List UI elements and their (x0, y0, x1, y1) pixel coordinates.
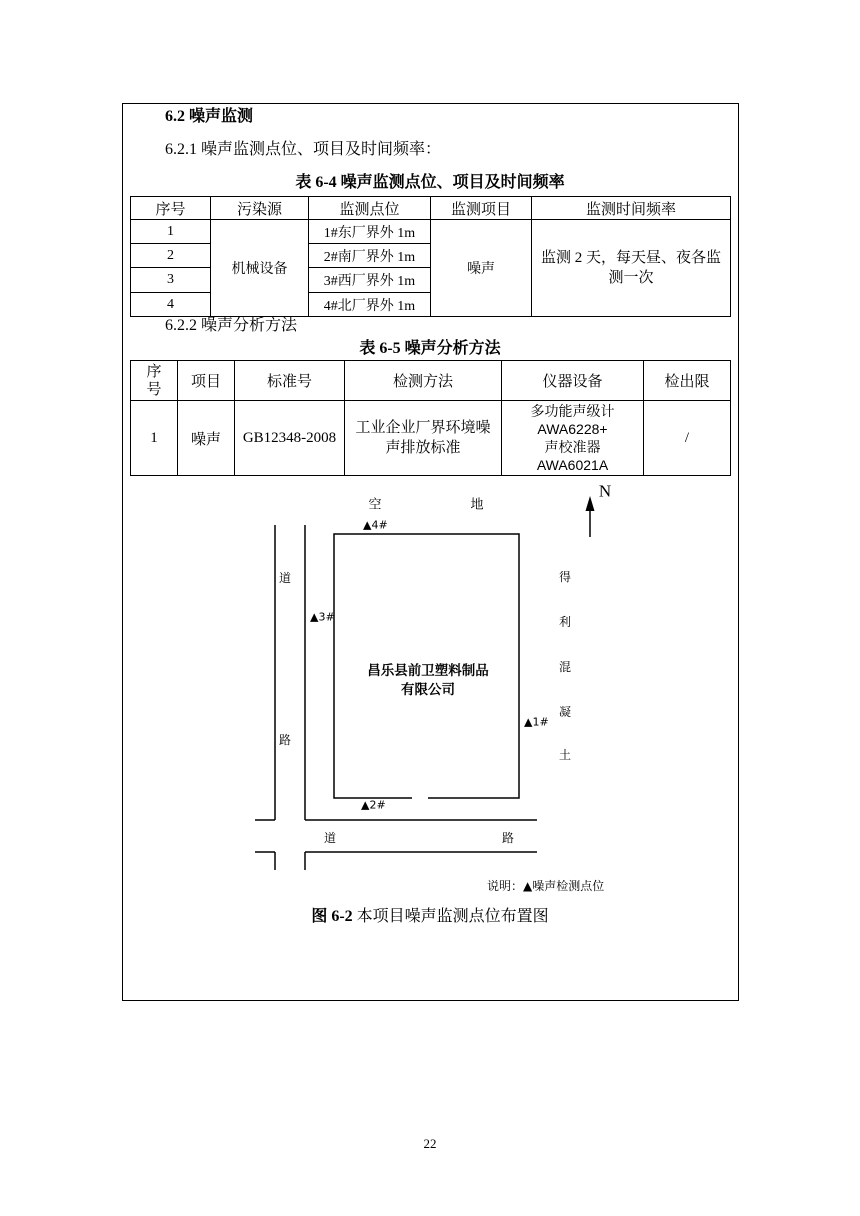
page-number: 22 (423, 1136, 437, 1151)
cell-no: 4 (131, 293, 211, 317)
col-header-standard: 标准号 (235, 361, 345, 401)
cell-standard: GB12348-2008 (235, 401, 345, 476)
noise-point-2: ▲2# (361, 798, 386, 812)
cell-item: 噪声 (178, 401, 235, 476)
cell-method (345, 401, 502, 476)
north-side-label: 地 (470, 497, 484, 513)
cell-instruments (502, 401, 644, 476)
figure-caption-text: 本项目噪声监测点位布置图 (356, 908, 549, 925)
col-header-method: 检测方法 (345, 361, 502, 401)
col-header-no (131, 361, 178, 401)
table-header-row (131, 197, 731, 220)
noise-point-1: ▲1# (524, 715, 549, 729)
table-header-row (131, 361, 731, 401)
method-text: 工业企业厂界环境噪声排放标准 (355, 420, 491, 456)
section-title: 噪声监测 (189, 108, 254, 125)
cell-point: 1#东厂界外 1m (309, 220, 431, 244)
east-side-label: 混 (558, 660, 572, 674)
noise-monitoring-site-map (240, 475, 630, 905)
instrument-line: AWA6228+ (537, 421, 608, 437)
cell-point: 2#南厂界外 1m (309, 244, 431, 268)
factory-name: 有限公司 (401, 682, 455, 698)
col-header-no-label: 序号 (146, 363, 162, 398)
cell-no: 3 (131, 268, 211, 293)
east-side-label: 得 (558, 570, 572, 584)
instrument-line: 声校准器 (544, 439, 601, 455)
subsection-heading-6-2-1: 6.2.1 噪声监测点位、项目及时间频率： (165, 141, 442, 158)
figure-caption-number: 图 6-2 (311, 908, 353, 925)
factory-name: 昌乐县前卫塑料制品 (367, 663, 489, 679)
table-row (131, 401, 731, 476)
table-6-4 (130, 196, 731, 317)
map-legend: 说明：▲噪声检测点位 (487, 879, 605, 893)
table-6-4-title: 表 6-4 噪声监测点位、项目及时间频率 (295, 174, 565, 191)
subsection-heading-6-2-2: 6.2.2 噪声分析方法 (165, 317, 298, 334)
section-number: 6.2 (165, 108, 185, 125)
col-header-instrument: 仪器设备 (502, 361, 644, 401)
east-side-label: 利 (558, 615, 572, 629)
cell-point: 4#北厂界外 1m (309, 293, 431, 317)
col-header-no: 序号 (131, 197, 211, 220)
west-road-label: 路 (278, 733, 292, 747)
col-header-item: 项目 (178, 361, 235, 401)
table-6-5 (130, 360, 731, 476)
cell-no: 2 (131, 244, 211, 268)
instrument-line: 多功能声级计 (530, 403, 615, 419)
col-header-item: 监测项目 (431, 197, 532, 220)
col-header-detection-limit: 检出限 (644, 361, 731, 401)
col-header-source: 污染源 (211, 197, 309, 220)
cell-no: 1 (131, 401, 178, 476)
cell-item: 噪声 (431, 220, 532, 317)
instrument-line: AWA6021A (536, 457, 609, 473)
table-row (131, 220, 731, 244)
north-side-label: 空 (368, 497, 382, 513)
cell-frequency (532, 220, 731, 317)
east-side-label: 凝 (558, 705, 572, 719)
south-road-label: 路 (501, 831, 515, 845)
frequency-text: 监测 2 天，每天昼、夜各监测一次 (540, 250, 721, 286)
col-header-frequency: 监测时间频率 (532, 197, 731, 220)
north-arrow-icon (586, 496, 595, 511)
cell-detection-limit: / (644, 401, 731, 476)
noise-point-4: ▲4# (363, 518, 388, 532)
north-label: N (598, 481, 612, 501)
cell-no: 1 (131, 220, 211, 244)
cell-point: 3#西厂界外 1m (309, 268, 431, 293)
noise-point-3: ▲3# (310, 610, 335, 624)
east-side-label: 土 (558, 748, 572, 762)
cell-source: 机械设备 (211, 220, 309, 317)
col-header-point: 监测点位 (309, 197, 431, 220)
section-heading (165, 107, 253, 127)
west-road-label: 道 (278, 571, 292, 585)
table-6-5-title: 表 6-5 噪声分析方法 (359, 340, 501, 357)
south-road-label: 道 (323, 831, 337, 845)
figure-caption (130, 907, 730, 927)
